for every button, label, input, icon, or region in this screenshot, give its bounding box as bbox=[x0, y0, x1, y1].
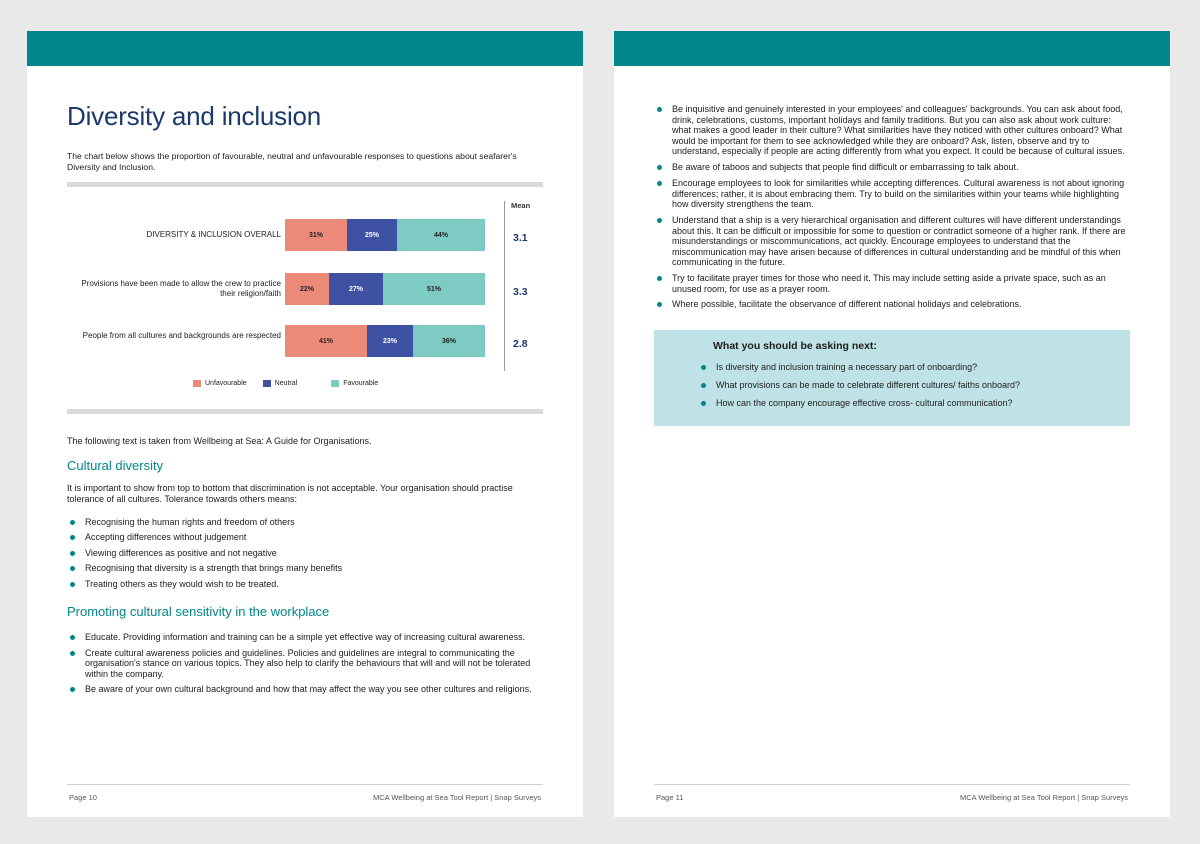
bar-segment-favourable bbox=[413, 325, 485, 357]
list-item bbox=[698, 380, 1118, 391]
data-label: 41% bbox=[318, 337, 333, 345]
diversity-chart bbox=[67, 191, 543, 411]
category-label: Provisions have been made to allow the crew to practice their religion/faith bbox=[81, 279, 281, 298]
bar-segment-unfavourable bbox=[285, 273, 329, 305]
list-item bbox=[654, 162, 1130, 173]
bar-segment-favourable bbox=[383, 273, 485, 305]
data-label: 23% bbox=[382, 337, 397, 345]
data-label: 51% bbox=[426, 285, 441, 293]
mean-header: Mean bbox=[511, 201, 531, 210]
list-item-text: Be aware of your own cultural background and how that may affect the way you see other cultures and religions. bbox=[85, 684, 532, 695]
list-item-text: Try to facilitate prayer times for those who need it. This may include setting aside a private space, such as an unused room, for use as a prayer room. bbox=[672, 273, 1106, 294]
list-item bbox=[67, 532, 543, 543]
chart-intro: The chart below shows the proportion of favourable, neutral and unfavourable responses to questions about seafarer's Diversity and Inclusion. bbox=[67, 151, 517, 172]
bar-segment-unfavourable bbox=[285, 325, 367, 357]
mean-value: 3.3 bbox=[513, 286, 528, 298]
list-item-text: Where possible, facilitate the observance of different national holidays and celebrations. bbox=[672, 299, 1022, 310]
legend-item bbox=[263, 380, 298, 387]
legend-swatch bbox=[263, 380, 271, 387]
bullet-icon bbox=[70, 651, 75, 656]
legend-label: Unfavourable bbox=[205, 380, 247, 387]
page-11 bbox=[614, 31, 1170, 817]
list-item bbox=[67, 632, 543, 643]
list-item-text: Is diversity and inclusion training a necessary part of onboarding? bbox=[716, 362, 978, 372]
report-footer: MCA Wellbeing at Sea Tool Report | Snap Surveys bbox=[372, 793, 541, 802]
section-paragraph: It is important to show from top to bottom that discrimination is not acceptable. Your organisation should practise tolerance of all cultures. Tolerance towards others means: bbox=[67, 483, 513, 504]
data-label: 22% bbox=[299, 285, 314, 293]
bullet-icon bbox=[70, 582, 75, 587]
list-item-text: Understand that a ship is a very hierarchical organisation and different cultures will have different understandings about this. It can be difficult or impossible for some to question or contradict someone of a higher rank. If there are misunderstandings or miscommunications, act quickly. Encourage employees to understand that the miscommunication may have arisen because of differences in cultural understanding and be mindful of this when communicating in the future. bbox=[672, 214, 1126, 268]
list-item bbox=[67, 684, 543, 695]
data-label: 27% bbox=[348, 285, 363, 293]
bullet-icon bbox=[701, 383, 706, 388]
bullet-icon bbox=[701, 365, 706, 370]
list-item-text: Accepting differences without judgement bbox=[85, 532, 247, 543]
category-label: DIVERSITY & INCLUSION OVERALL bbox=[146, 230, 281, 239]
list-item bbox=[698, 398, 1118, 409]
list-item bbox=[67, 517, 543, 528]
ask-next-box bbox=[654, 330, 1130, 426]
report-footer: MCA Wellbeing at Sea Tool Report | Snap Surveys bbox=[959, 793, 1128, 802]
list-item-text: Create cultural awareness policies and guidelines. Policies and guidelines are integral to communicating the organisation's stance on various topics. They also help to clarify the behaviours that will and will not be tolerated within the company. bbox=[85, 647, 531, 679]
mean-value: 3.1 bbox=[513, 232, 528, 244]
bullet-icon bbox=[657, 165, 662, 170]
mean-axis-line bbox=[504, 201, 505, 371]
legend-item bbox=[193, 380, 247, 387]
list-item-text: Be aware of taboos and subjects that people find difficult or embarrassing to talk about. bbox=[672, 162, 1019, 173]
list-item bbox=[654, 104, 1130, 157]
list-item bbox=[67, 563, 543, 574]
header-band bbox=[27, 31, 583, 66]
list-item-text: What provisions can be made to celebrate different cultures/ faiths onboard? bbox=[716, 380, 1021, 391]
legend-swatch bbox=[193, 380, 201, 387]
data-label: 44% bbox=[433, 231, 448, 239]
list-item-text: How can the company encourage effective cross- cultural communication? bbox=[716, 398, 1013, 409]
bullet-icon bbox=[657, 181, 662, 186]
list-item bbox=[67, 648, 543, 680]
list-item-text: Educate. Providing information and training can be a simple yet effective way of increasing cultural awareness. bbox=[85, 632, 526, 642]
bullet-icon bbox=[701, 401, 706, 406]
divider-bottom bbox=[67, 409, 543, 414]
chart-legend bbox=[193, 380, 384, 387]
list-item-text: Viewing differences as positive and not negative bbox=[85, 547, 277, 558]
bullet-icon bbox=[70, 551, 75, 556]
tolerance-list bbox=[67, 517, 543, 589]
mean-value: 2.8 bbox=[513, 338, 528, 350]
bar-segment-neutral bbox=[329, 273, 383, 305]
data-label: 36% bbox=[441, 337, 456, 345]
bullet-icon bbox=[657, 218, 662, 223]
page-10 bbox=[27, 31, 583, 817]
bullet-icon bbox=[70, 535, 75, 540]
bullet-icon bbox=[657, 302, 662, 307]
list-item bbox=[654, 178, 1130, 210]
bullet-icon bbox=[657, 276, 662, 281]
stacked-bar bbox=[285, 219, 485, 251]
legend-item bbox=[331, 380, 378, 387]
ask-next-list bbox=[698, 362, 1118, 417]
list-item bbox=[698, 362, 1118, 373]
list-item-text: Recognising that diversity is a strength that brings many benefits bbox=[85, 563, 343, 574]
list-item-text: Be inquisitive and genuinely interested in your employees' and colleagues' backgrounds. You can ask about food, drink, celebrations, customs, important holidays and family traditions. But you can also ask about work culture: what makes a good leader in their culture? What similarities have they noticed with other cultures onboard? What would be important for them to see acknowledged while they are onboard? Ask, listen, observe and try to understand, especially if people are acting differently from what you expect. It could be because of cultural issues. bbox=[672, 104, 1125, 157]
list-item bbox=[654, 299, 1130, 310]
footer-divider bbox=[67, 784, 543, 785]
page-title: Diversity and inclusion bbox=[67, 101, 322, 131]
bullet-clip bbox=[654, 104, 1130, 315]
bullet-icon bbox=[657, 107, 662, 112]
list-item bbox=[67, 579, 543, 590]
bar-segment-neutral bbox=[347, 219, 397, 251]
bullet-icon bbox=[70, 566, 75, 571]
list-item-text: Encourage employees to look for similarities while accepting differences. Cultural awareness is not about ignoring differences; rather, it is about embracing them. Try to build on the similarities within your teams while highlighting how diversity strengthens the team. bbox=[672, 177, 1125, 210]
data-label: 25% bbox=[364, 231, 379, 239]
list-item-text: Recognising the human rights and freedom of others bbox=[85, 517, 295, 527]
section-heading: Cultural diversity bbox=[67, 458, 164, 473]
bullet-icon bbox=[70, 687, 75, 692]
data-label: 31% bbox=[308, 231, 323, 239]
bullet-icon bbox=[70, 635, 75, 640]
list-item bbox=[67, 548, 543, 559]
legend-label: Neutral bbox=[274, 380, 298, 387]
footer-divider bbox=[654, 784, 1130, 785]
list-item bbox=[654, 215, 1130, 268]
header-band bbox=[614, 31, 1170, 66]
page-number: Page 10 bbox=[69, 793, 97, 802]
ask-next-title: What you should be asking next: bbox=[713, 340, 877, 352]
legend-label: Favourable bbox=[343, 380, 379, 387]
divider-top bbox=[67, 182, 543, 187]
bar-segment-favourable bbox=[397, 219, 485, 251]
stacked-bar bbox=[285, 325, 485, 357]
legend-swatch bbox=[331, 380, 339, 387]
bullet-icon bbox=[70, 520, 75, 525]
list-item-text: Treating others as they would wish to be treated. bbox=[85, 578, 279, 589]
section-heading: Promoting cultural sensitivity in the workplace bbox=[67, 604, 330, 619]
bar-segment-neutral bbox=[367, 325, 413, 357]
list-item bbox=[654, 273, 1130, 294]
source-note: The following text is taken from Wellbeing at Sea: A Guide for Organisations. bbox=[67, 436, 372, 446]
category-label: People from all cultures and backgrounds are respected bbox=[82, 331, 281, 340]
awareness-list bbox=[654, 104, 1130, 310]
promoting-list bbox=[67, 632, 543, 695]
bar-segment-unfavourable bbox=[285, 219, 347, 251]
stacked-bar bbox=[285, 273, 485, 305]
page-number: Page 11 bbox=[656, 793, 684, 802]
